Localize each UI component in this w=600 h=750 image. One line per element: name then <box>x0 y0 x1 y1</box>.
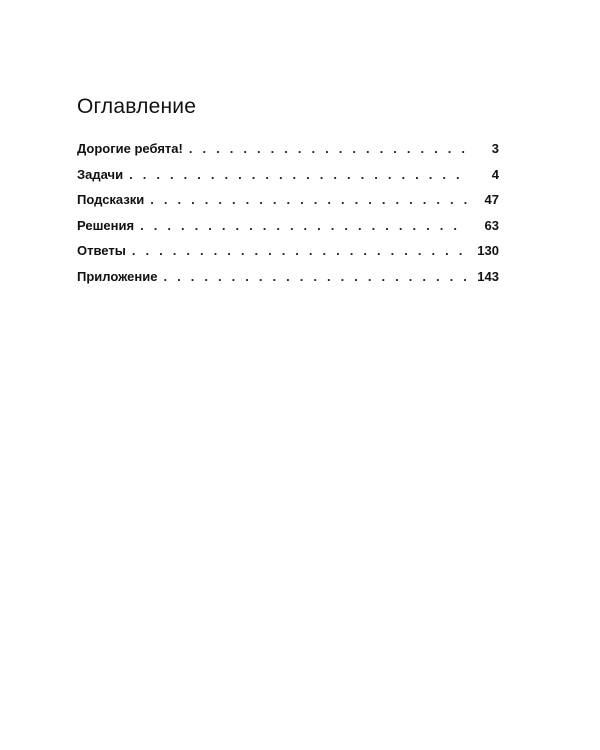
toc-entry-title: Ответы <box>77 243 126 258</box>
toc-entry-page-number: 63 <box>484 217 499 233</box>
toc-entry-page-number: 143 <box>477 268 499 284</box>
dot-leader <box>140 218 467 233</box>
toc-heading: Оглавление <box>77 95 197 118</box>
toc-entry <box>77 243 499 269</box>
dot-leader <box>189 141 467 156</box>
toc-entry-title: Решения <box>77 217 135 233</box>
toc-entry-page-number: 47 <box>484 192 499 207</box>
dot-leader <box>132 243 467 258</box>
dot-leader <box>150 192 467 207</box>
toc-entry <box>77 192 499 218</box>
toc-entry <box>77 218 499 244</box>
toc-entry-title: Подсказки <box>77 192 145 207</box>
toc-entry-title: Приложение <box>77 268 158 284</box>
toc-entry-page-number: 3 <box>491 141 499 156</box>
toc-entry <box>77 167 499 193</box>
dot-leader <box>129 167 467 182</box>
toc-entry-title: Дорогие ребята! <box>77 141 183 156</box>
toc-entry-page-number: 130 <box>477 243 499 258</box>
toc-entry <box>77 269 499 295</box>
dot-leader <box>163 269 467 284</box>
toc-entry <box>77 141 499 167</box>
toc-entry-title: Задачи <box>77 166 124 182</box>
table-of-contents <box>77 141 499 294</box>
toc-entry-page-number: 4 <box>491 166 499 182</box>
